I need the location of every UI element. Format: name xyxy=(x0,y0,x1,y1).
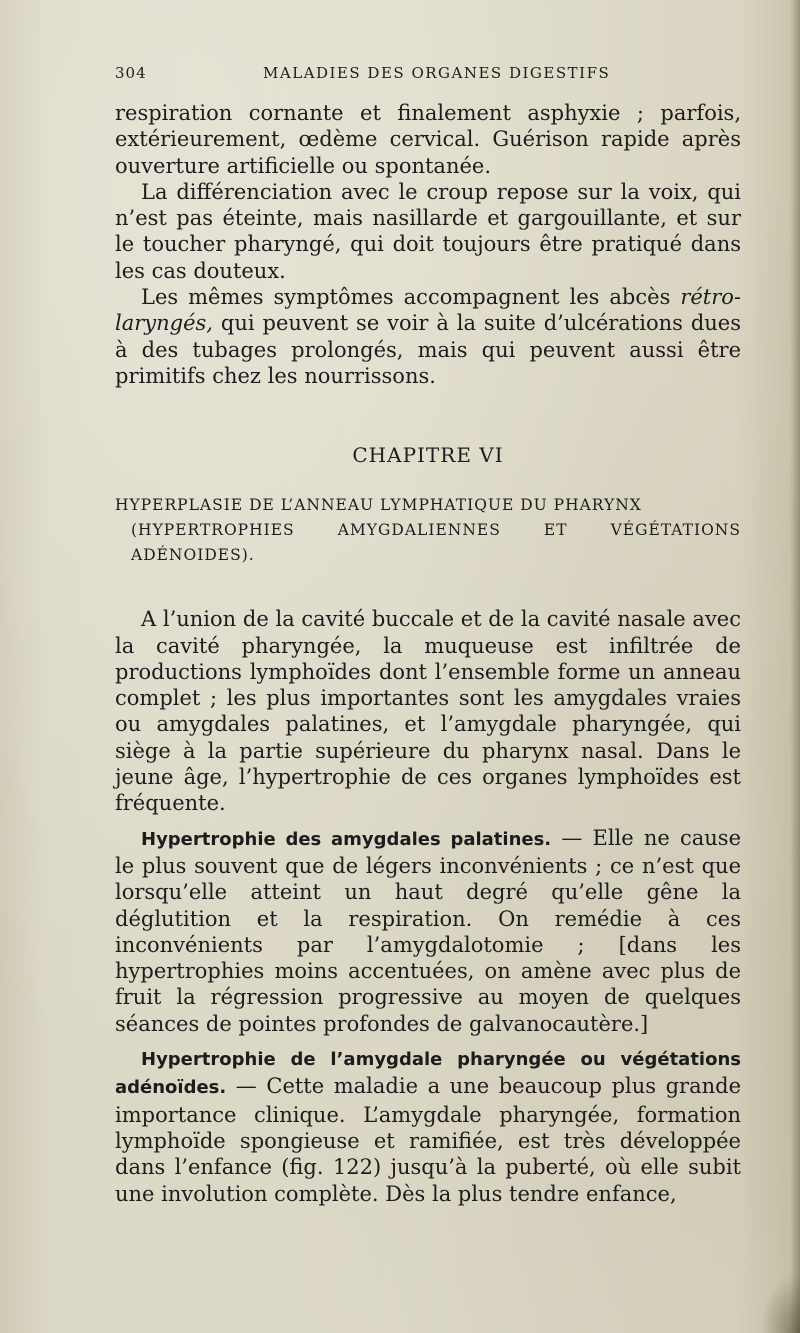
page-edge-shadow xyxy=(790,0,800,1333)
paragraph-amygdales-palatines xyxy=(115,825,741,1037)
page-number: 304 xyxy=(115,64,147,82)
paragraph-abces-start: Les mêmes symptômes accompagnent les abcès xyxy=(141,285,681,310)
page-content xyxy=(115,58,741,1207)
paragraph-abces-italic: rétro-laryngés, xyxy=(115,285,741,336)
run-in-heading-palatines: Hypertrophie des amygdales palatines. xyxy=(141,828,552,850)
paragraph-palatines-body: — Elle ne cause le plus souvent que de légers inconvénients ; ce n’est que lorsqu’elle atteint un haut degré qu’elle gêne la déglutition et la respiration. On remédie à ces inconvénients par l’amygdalotomie ; [dans les hypertrophies moins accentuées, on amène avec plus de fruit la régression progressive au moyen de quelques séances de pointes profondes de galvanocautère.] xyxy=(115,825,741,1036)
paragraph-pharyngee-body: — Cette maladie a une beaucoup plus grande importance clinique. L’amygdale pharyngée, formation lymphoïde spongieuse et ramifiée, est très développée dans l’enfance (fig. 122) jusqu’à la puberté, où elle subit une involution complète. Dès la plus tendre enfance, xyxy=(115,1074,741,1206)
corner-stain xyxy=(760,1273,800,1333)
chapter-subtitle-line2: (HYPERTROPHIES AMYGDALIENNES ET VÉGÉTATIONS ADÉNOIDES). xyxy=(131,521,741,565)
running-title: MALADIES DES ORGANES DIGESTIFS xyxy=(263,64,611,82)
chapter-title: CHAPITRE VI xyxy=(352,443,504,468)
paragraph-abces-end: qui peuvent se voir à la suite d’ulcérations dues à des tubages prolongés, mais qui peuvent aussi être primitifs chez les nourrissons. xyxy=(115,311,741,388)
paragraph-abces xyxy=(115,284,741,389)
chapter-subtitle-line1: HYPERPLASIE DE L’ANNEAU LYMPHATIQUE DU PHARYNX xyxy=(115,496,642,515)
run-in-heading-pharyngee: Hypertrophie de l’amygdale pharyngée ou végétations adénoïdes. xyxy=(115,1049,741,1099)
paragraph-continuation: respiration cornante et finalement asphyxie ; parfois, extérieurement, œdème cervical. Guérison rapide après ouverture artificielle ou spontanée. xyxy=(115,101,741,178)
paragraph-differenciation: La différenciation avec le croup repose sur la voix, qui n’est pas éteinte, mais nasillarde et gargouillante, et sur le toucher pharyngé, qui doit toujours être pratiqué dans les cas douteux. xyxy=(115,179,741,283)
paragraph-amygdale-pharyngee xyxy=(115,1045,741,1207)
chapter-subtitle xyxy=(115,493,741,568)
running-head xyxy=(115,58,741,88)
paragraph-union: A l’union de la cavité buccale et de la cavité nasale avec la cavité pharyngée, la muqueuse est infiltrée de productions lymphoïdes dont l’ensemble forme un anneau complet ; les plus importantes sont les amygdales vraies ou amygdales palatines, et l’amygdale pharyngée, qui siège à la partie supérieure du pharynx nasal. Dans le jeune âge, l’hypertrophie de ces organes lymphoïdes est fréquente. xyxy=(115,607,741,816)
